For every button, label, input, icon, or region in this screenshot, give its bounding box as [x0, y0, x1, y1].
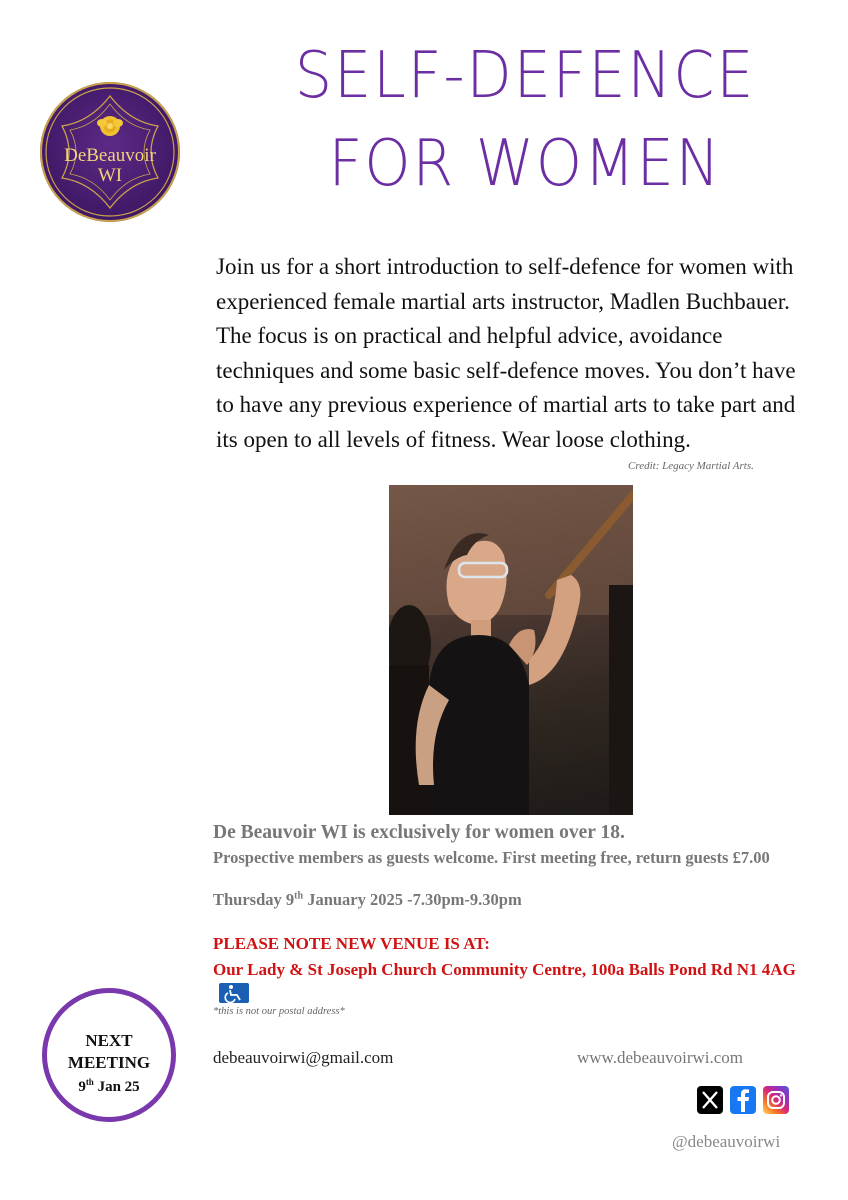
date-day: Thursday 9 [213, 890, 295, 909]
intro-paragraph: Join us for a short introduction to self-defence for women with experienced female martial arts instructor, Madlen Buchbauer. The focus is on practical and helpful advice, avoidance techniques and some basic self-defence moves. You don’t have to have any previous experience of martial arts to take part and its open to all levels of fitness. Wear loose clothing. [216, 254, 796, 452]
next-meeting-date [47, 1077, 171, 1096]
instagram-icon[interactable] [763, 1086, 789, 1114]
next-meeting-day: 9 [78, 1079, 86, 1095]
logo-text-wi: WI [97, 165, 123, 186]
venue-address-block [213, 958, 813, 1006]
date-rest: January 2025 -7.30pm-9.30pm [303, 890, 522, 909]
photo-illustration [389, 485, 633, 815]
date-suffix: th [294, 890, 304, 902]
x-icon[interactable] [697, 1086, 723, 1114]
next-meeting-line1: NEXT [85, 1031, 133, 1050]
next-meeting-suffix: th [85, 1077, 94, 1087]
guests-info: Prospective members as guests welcome. First meeting free, return guests £7.00 [213, 848, 770, 867]
wheelchair-icon [219, 983, 249, 1003]
meeting-date-info [213, 890, 522, 910]
next-meeting-badge [42, 988, 176, 1122]
social-handle[interactable]: @debeauvoirwi [672, 1132, 781, 1151]
title-line-1: SELF-DEFENCE [294, 39, 756, 113]
postal-address-note: *this is not our postal address* [213, 1006, 345, 1017]
venue-address: Our Lady & St Joseph Church Community Centre, 100a Balls Pond Rd N1 4AG [213, 960, 796, 979]
photo-credit: Credit: Legacy Martial Arts. [628, 460, 754, 472]
facebook-icon[interactable] [730, 1086, 756, 1114]
venue-heading: PLEASE NOTE NEW VENUE IS AT: [213, 934, 490, 953]
website-link[interactable]: www.debeauvoirwi.com [577, 1048, 744, 1067]
logo-text-debeauvoir: DeBeauvoir [64, 145, 156, 166]
title-line-2: FOR WOMEN [328, 127, 722, 201]
contact-email[interactable]: debeauvoirwi@gmail.com [213, 1048, 394, 1067]
next-meeting-rest: Jan 25 [93, 1079, 140, 1095]
instructor-photo [389, 485, 633, 815]
membership-headline: De Beauvoir WI is exclusively for women over 18. [213, 822, 625, 843]
next-meeting-line2: MEETING [67, 1053, 151, 1072]
debeauvoir-wi-logo [40, 82, 180, 222]
